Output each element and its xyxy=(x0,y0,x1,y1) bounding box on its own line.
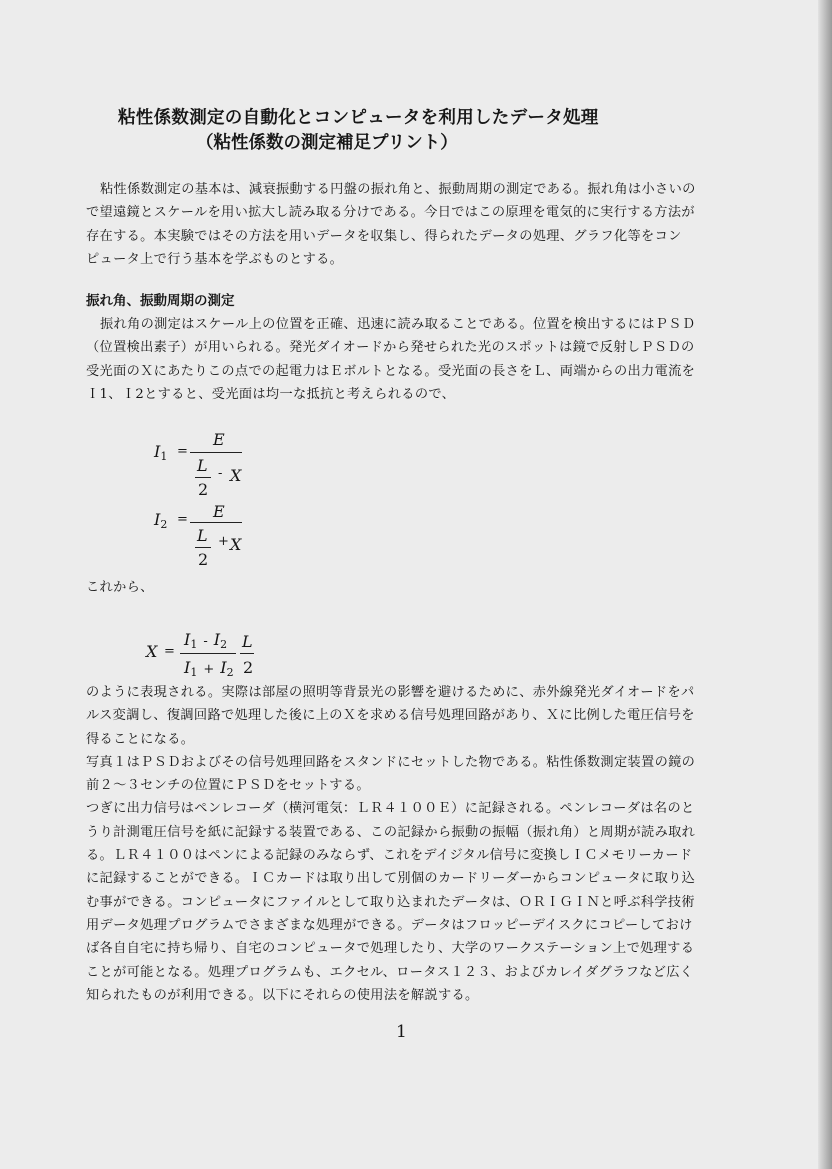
body-line: 写真１はＰＳＤおよびその信号処理回路をスタンドにセットした物である。粘性係数測定装置の鏡の xyxy=(86,754,696,770)
body-line: 知られたものが利用できる。以下にそれらの使用法を解説する。 xyxy=(86,987,479,1003)
body-line: ば各自自宅に持ち帰り、自宅のコンピュータで処理したり、大学のワークステーション上で処理する xyxy=(86,941,695,957)
eq1-fraction-bar xyxy=(190,452,242,453)
eq3-equals: = xyxy=(164,644,175,659)
body-line: に記録することができる。ＩＣカードは取り出して別個のカードリーダーからコンピュータに取り込 xyxy=(86,871,696,887)
eq3-two: 2 xyxy=(243,658,254,677)
eq3-lhs: X xyxy=(146,642,158,661)
eq2-equals: = xyxy=(177,512,188,527)
eq1-equals: = xyxy=(177,444,188,459)
body-line: つぎに出力信号はペンレコーダ（横河電気：ＬＲ４１００Ｅ）に記録される。ペンレコーダは名のと xyxy=(86,801,695,817)
body-line: 得ることになる。 xyxy=(86,731,195,747)
eq2-lhs: $I_2$ xyxy=(154,510,168,531)
eq2-operator: + xyxy=(218,534,229,549)
section-line: Ｉ1、Ｉ2とすると、受光面は均一な抵抗と考えられるので、 xyxy=(86,386,456,402)
body-line: 用データ処理プログラムでさまざまな処理ができる。データはフロッピーデイスクにコピーしておけ xyxy=(86,917,693,933)
section-paragraph xyxy=(86,313,726,406)
page-edge-shadow xyxy=(818,0,832,1169)
korekara-text xyxy=(86,576,726,599)
eq3-denominator: $I_1 + I_2$ xyxy=(184,658,234,679)
section-line: （位置検出素子）が用いられる。発光ダイオードから発せられた光のスポットは鏡で反射しＰＳＤの xyxy=(86,340,695,356)
eq2-fraction-bar xyxy=(190,522,242,523)
intro-paragraph xyxy=(86,178,726,271)
eq3-numerator: $I_1 - I_2$ xyxy=(184,630,228,651)
document-subtitle: （粘性係数の測定補足プリント） xyxy=(196,133,458,153)
eq1-half-bar xyxy=(195,477,211,478)
korekara-line: これから、 xyxy=(86,580,154,595)
intro-line: 存在する。本実験ではその方法を用いデータを収集し、得られたデータの処理、グラフ化等をコン xyxy=(86,228,682,244)
eq2-half-bar xyxy=(195,547,211,548)
eq3-l-bar xyxy=(240,653,254,654)
body-line: む事ができる。コンピュータにファイルとして取り込まれたデータは、ＯＲＩＧＩＮと呼ぶ科学技術 xyxy=(86,894,695,910)
eq1-half-denominator: 2 xyxy=(198,480,209,499)
eq2-numerator: E xyxy=(213,502,225,521)
eq3-l: L xyxy=(242,632,253,651)
eq2-variable: X xyxy=(230,535,242,554)
page-number: 1 xyxy=(396,1022,407,1042)
eq1-operator: - xyxy=(218,466,223,481)
body-line: る。ＬＲ４１００はペンによる記録のみならず、これをデイジタル信号に変換しＩＣメモリーカード xyxy=(86,848,693,864)
eq2-half-denominator: 2 xyxy=(198,550,209,569)
eq1-numerator: E xyxy=(213,430,225,449)
document-title: 粘性係数測定の自動化とコンピュータを利用したデータ処理 xyxy=(118,108,599,128)
body-line: ルス変調し、復調回路で処理した後に上のＸを求める信号処理回路があり、Ｘに比例した電圧信号を xyxy=(86,708,695,724)
body-line: うり計測電圧信号を紙に記録する装置である、この記録から振動の振幅（振れ角）と周期が読み取れ xyxy=(86,824,696,840)
eq1-lhs: $I_1$ xyxy=(154,442,168,463)
intro-line: 粘性係数測定の基本は、減衰振動する円盤の振れ角と、振動周期の測定である。振れ角は小さいの xyxy=(100,182,696,197)
eq1-variable: X xyxy=(230,466,242,485)
eq1-half-numerator: L xyxy=(197,456,208,475)
body-paragraph xyxy=(86,681,726,1007)
body-line: ことが可能となる。処理プログラムも、エクセル、ロータス１２３、およびカレイダグラフなど広く xyxy=(86,964,694,980)
section-line: 受光面のＸにあたりこの点での起電力はＥボルトとなる。受光面の長さをＬ、両端からの出力電流を xyxy=(86,363,696,379)
intro-line: で望遠鏡とスケールを用い拡大し読み取る分けである。今日ではこの原理を電気的に実行する方法が xyxy=(86,205,695,221)
section-heading: 振れ角、振動周期の測定 xyxy=(86,293,235,309)
eq3-fraction-bar xyxy=(180,653,236,654)
intro-line: ピュータ上で行う基本を学ぶものとする。 xyxy=(86,251,344,267)
section-line: 振れ角の測定はスケール上の位置を正確、迅速に読み取ることである。位置を検出するにはＰＳＤ xyxy=(100,317,696,332)
body-line: 前２～３センチの位置にＰＳＤをセットする。 xyxy=(86,778,370,794)
eq2-half-numerator: L xyxy=(197,526,208,545)
body-line: のように表現される。実際は部屋の照明等背景光の影響を避けるために、赤外線発光ダイオードをパ xyxy=(86,685,695,700)
